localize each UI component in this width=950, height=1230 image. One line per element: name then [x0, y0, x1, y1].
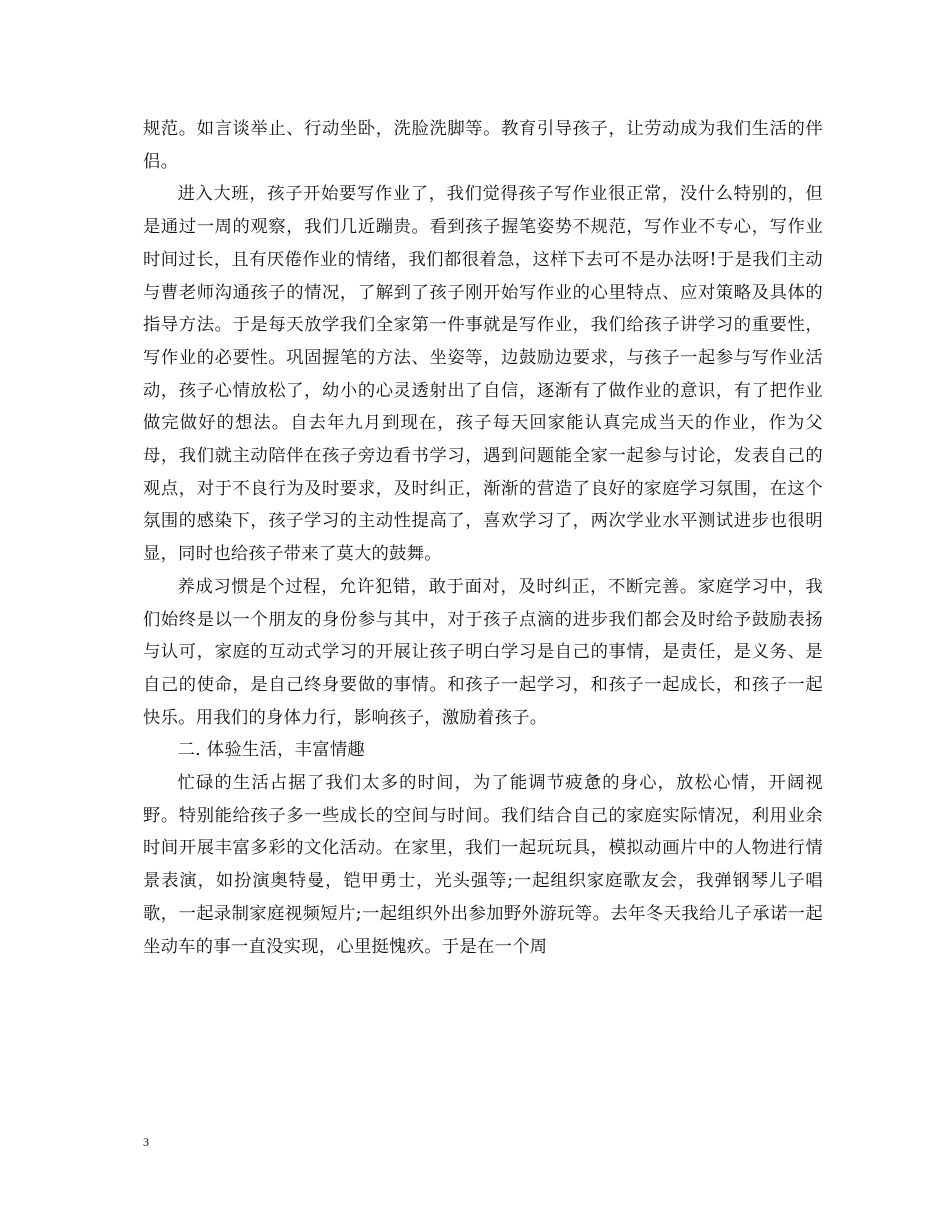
body-text — [143, 113, 823, 963]
paragraph-3: 养成习惯是个过程，允许犯错，敢于面对，及时纠正，不断完善。家庭学习中，我们始终是以一个朋友的身份参与其中，对于孩子点滴的进步我们都会及时给予鼓励表扬与认可，家庭的互动式学习的开展让孩子明白学习是自己的事情，是责任，是义务、是自己的使命，是自己终身要做的事情。和孩子一起学习，和孩子一起成长，和孩子一起快乐。用我们的身体力行，影响孩子，激励着孩子。 — [143, 576, 823, 728]
section-heading: 二. 体验生活，丰富情趣 — [177, 740, 365, 761]
page-number: 3 — [143, 1135, 149, 1149]
paragraph-2: 进入大班，孩子开始要写作业了，我们觉得孩子写作业很正常，没什么特别的，但是通过一周的观察，我们几近蹦贵。看到孩子握笔姿势不规范，写作业不专心，写作业时间过长，且有厌倦作业的情绪，我们都很着急，这样下去可不是办法呀!于是我们主动与曹老师沟通孩子的情况，了解到了孩子刚开始写作业的心里特点、应对策略及具体的指导方法。于是每天放学我们全家第一件事就是写作业，我们给孩子讲学习的重要性，写作业的必要性。巩固握笔的方法、坐姿等，边鼓励边要求，与孩子一起参与写作业活动，孩子心情放松了，幼小的心灵透射出了自信，逐渐有了做作业的意识，有了把作业做完做好的想法。自去年九月到现在，孩子每天回家能认真完成当天的作业，作为父母，我们就主动陪伴在孩子旁边看书学习，遇到问题能全家一起参与讨论，发表自己的观点，对于不良行为及时要求，及时纠正，渐渐的营造了良好的家庭学习氛围，在这个氛围的感染下，孩子学习的主动性提高了，喜欢学习了，两次学业水平测试进步也很明显，同时也给孩子带来了莫大的鼓舞。 — [143, 184, 823, 565]
paragraph-4: 忙碌的生活占据了我们太多的时间，为了能调节疲惫的身心，放松心情，开阔视野。特别能给孩子多一些成长的空间与时间。我们结合自己的家庭实际情况，利用业余时间开展丰富多彩的文化活动。在家里，我们一起玩玩具，模拟动画片中的人物进行情景表演，如扮演奥特曼，铠甲勇士，光头强等;一起组织家庭歌友会，我弹钢琴儿子唱歌，一起录制家庭视频短片;一起组织外出参加野外游玩等。去年冬天我给儿子承诺一起坐动车的事一直没实现，心里挺愧疚。于是在一个周 — [143, 773, 823, 957]
paragraph-1: 规范。如言谈举止、行动坐卧，洗脸洗脚等。教育引导孩子，让劳动成为我们生活的伴侣。 — [143, 119, 823, 172]
